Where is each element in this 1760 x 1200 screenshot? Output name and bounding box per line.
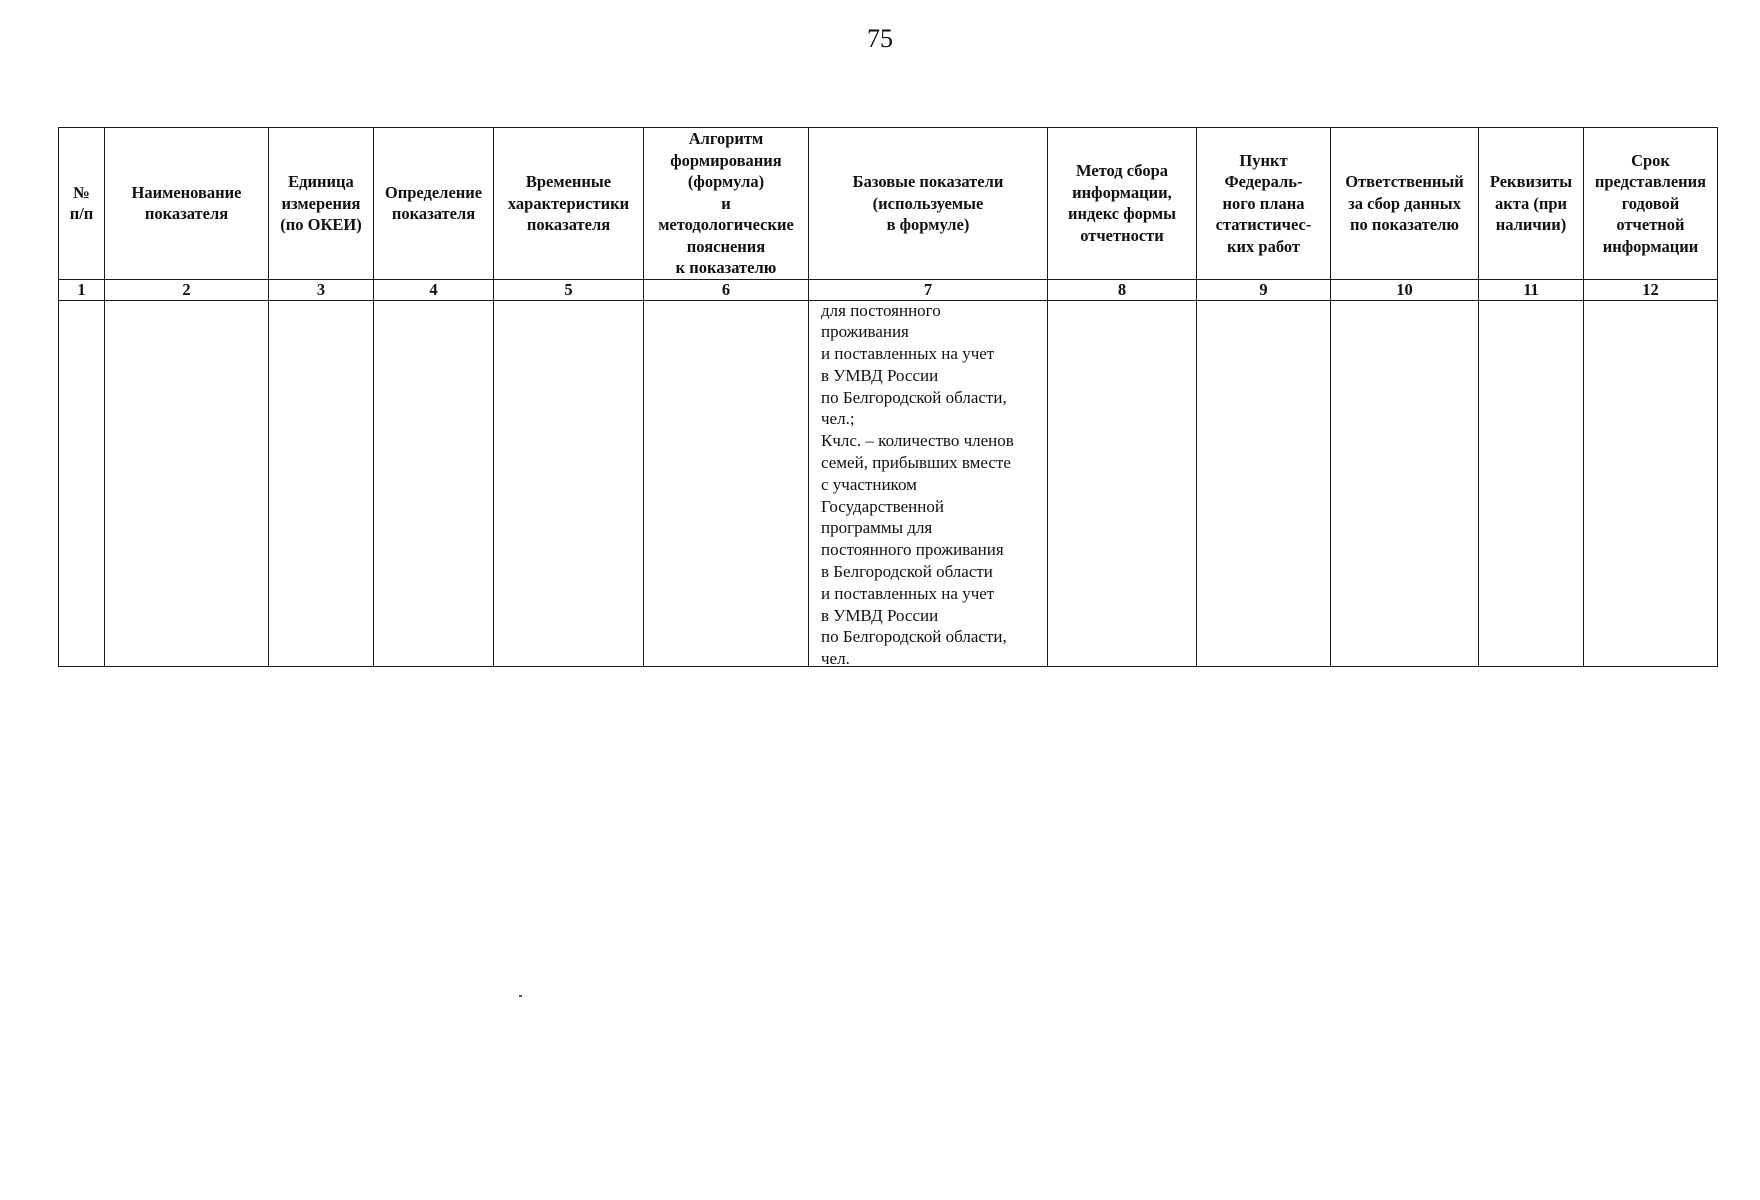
cell-no bbox=[59, 300, 105, 666]
header-cell-algorithm bbox=[644, 128, 809, 280]
header-line: методологические bbox=[658, 215, 794, 234]
header-cell-no bbox=[59, 128, 105, 280]
table-row bbox=[59, 300, 1718, 666]
header-line: ких работ bbox=[1227, 236, 1300, 256]
header-line: (используемые bbox=[872, 193, 984, 213]
header-line: Ответственный bbox=[1345, 172, 1464, 191]
header-line: № bbox=[73, 182, 90, 202]
header-cell-method bbox=[1048, 128, 1197, 280]
header-line: ного плана bbox=[1222, 193, 1305, 213]
column-number: 2 bbox=[105, 279, 269, 300]
text-line: семей, прибывших вместе bbox=[821, 453, 1011, 473]
cell-unit bbox=[269, 300, 374, 666]
text-line: и поставленных на учет bbox=[821, 344, 995, 364]
header-cell-act-details bbox=[1479, 128, 1584, 280]
header-line: и bbox=[721, 193, 731, 213]
base-indicators-text bbox=[811, 301, 1045, 666]
header-line: Единица bbox=[288, 172, 354, 191]
header-line: (формула) bbox=[687, 172, 765, 191]
header-line: Определение bbox=[384, 182, 483, 202]
header-line: Срок bbox=[1631, 150, 1670, 170]
column-number: 11 bbox=[1479, 279, 1584, 300]
page-number: 75 bbox=[867, 24, 893, 53]
header-line: Базовые показатели bbox=[852, 172, 1004, 191]
column-number: 7 bbox=[809, 279, 1048, 300]
header-line: по показателю bbox=[1350, 215, 1459, 234]
indicators-table bbox=[58, 127, 1718, 667]
column-number: 1 bbox=[59, 279, 105, 300]
header-line: показателя bbox=[526, 215, 611, 234]
cell-algorithm bbox=[644, 300, 809, 666]
header-line: отчетной bbox=[1616, 215, 1685, 234]
header-line: показателя bbox=[391, 204, 476, 224]
header-line: наличии) bbox=[1495, 215, 1567, 234]
text-line: чел. bbox=[821, 649, 850, 666]
text-line: проживания bbox=[821, 322, 909, 342]
header-line: Метод сбора bbox=[1075, 161, 1169, 181]
column-number: 5 bbox=[494, 279, 644, 300]
header-line: статистичес- bbox=[1215, 215, 1312, 234]
header-cell-deadline bbox=[1584, 128, 1718, 280]
header-cell-base-indicators bbox=[809, 128, 1048, 280]
text-line: для постоянного bbox=[821, 300, 941, 320]
header-line: п/п bbox=[69, 204, 94, 224]
text-line: постоянного проживания bbox=[821, 540, 1004, 560]
text-line: по Белгородской области, bbox=[821, 387, 1007, 407]
header-cell-federal-plan bbox=[1197, 128, 1331, 280]
cell-federal-plan bbox=[1197, 300, 1331, 666]
header-line: Временные bbox=[525, 172, 612, 191]
cell-time bbox=[494, 300, 644, 666]
header-line: за сбор данных bbox=[1348, 193, 1461, 213]
column-number: 3 bbox=[269, 279, 374, 300]
header-line: (по ОКЕИ) bbox=[280, 215, 362, 234]
header-line: Пункт bbox=[1239, 150, 1288, 170]
text-line: программы для bbox=[821, 518, 933, 538]
cell-deadline bbox=[1584, 300, 1718, 666]
header-line: характеристики bbox=[507, 193, 630, 213]
cell-method bbox=[1048, 300, 1197, 666]
column-number: 9 bbox=[1197, 279, 1331, 300]
header-cell-unit bbox=[269, 128, 374, 280]
header-line: акта (при bbox=[1494, 193, 1568, 213]
header-cell-definition bbox=[374, 128, 494, 280]
column-number: 8 bbox=[1048, 279, 1197, 300]
column-number: 10 bbox=[1331, 279, 1479, 300]
column-number: 4 bbox=[374, 279, 494, 300]
cell-name bbox=[105, 300, 269, 666]
header-line: отчетности bbox=[1080, 225, 1164, 245]
cell-base-indicators bbox=[809, 300, 1048, 666]
header-line: информации bbox=[1602, 236, 1699, 256]
header-line: к показателю bbox=[675, 258, 777, 277]
text-line: в УМВД России bbox=[821, 605, 939, 625]
column-number: 12 bbox=[1584, 279, 1718, 300]
header-line: Наименование bbox=[131, 182, 242, 202]
text-line: с участником bbox=[821, 474, 917, 494]
header-line: представления bbox=[1594, 172, 1707, 191]
header-line: измерения bbox=[281, 193, 361, 213]
cell-act-details bbox=[1479, 300, 1584, 666]
header-line: Алгоритм bbox=[688, 129, 764, 148]
cell-definition bbox=[374, 300, 494, 666]
text-line: в УМВД России bbox=[821, 365, 939, 385]
header-line: показателя bbox=[144, 204, 229, 224]
text-line: Государственной bbox=[821, 496, 944, 516]
text-line: чел.; bbox=[821, 409, 855, 429]
header-line: формирования bbox=[670, 150, 782, 170]
header-line: годовой bbox=[1621, 193, 1680, 213]
column-number-row bbox=[59, 279, 1718, 300]
header-line: индекс формы bbox=[1068, 204, 1176, 224]
text-line: по Белгородской области, bbox=[821, 627, 1007, 647]
cell-responsible bbox=[1331, 300, 1479, 666]
text-line: в Белгородской области bbox=[821, 562, 993, 582]
header-row bbox=[59, 128, 1718, 280]
column-number: 6 bbox=[644, 279, 809, 300]
header-cell-name bbox=[105, 128, 269, 280]
header-line: в формуле) bbox=[886, 215, 970, 234]
header-line: Федераль- bbox=[1224, 172, 1303, 191]
text-line: и поставленных на учет bbox=[821, 583, 995, 603]
header-line: пояснения bbox=[686, 236, 766, 256]
header-cell-time bbox=[494, 128, 644, 280]
header-line: информации, bbox=[1072, 182, 1172, 202]
header-line: Реквизиты bbox=[1489, 172, 1573, 191]
text-line: Кчлс. – количество членов bbox=[821, 431, 1014, 451]
header-cell-responsible bbox=[1331, 128, 1479, 280]
